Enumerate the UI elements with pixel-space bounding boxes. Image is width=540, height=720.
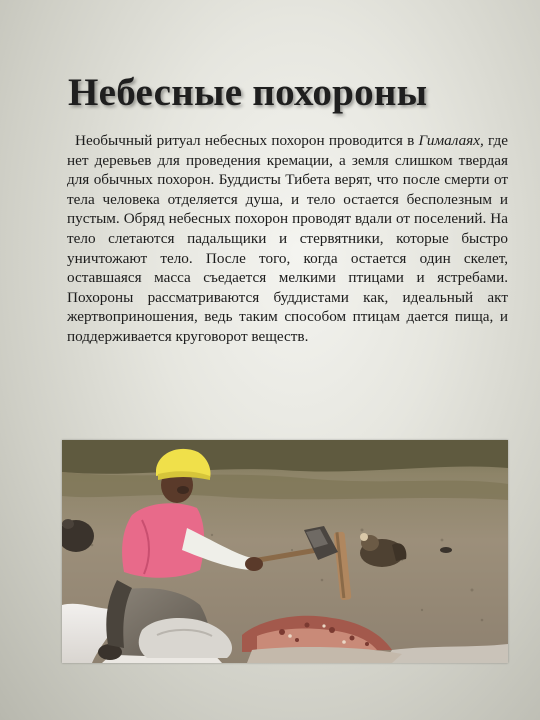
body-text-part-1: Необычный ритуал небесных похорон проводится в [75, 132, 419, 149]
slide-title: Небесные похороны [68, 71, 428, 114]
body-text-italic: Гималаях, [418, 132, 484, 149]
body-text-part-2: где нет деревьев для проведения кремации, а земля слишком твердая для обычных похорон. Буддисты Тибета верят, что после смерти от тела человека отделяется душа, и тело остается бесполезным и пустым. Обряд небесных похорон проводят вдали от поселений. На тело слетаются падальщики и стервятники, которые быстро уничтожают тело. После того, когда остается один скелет, оставшаяся масса съедается мелкими птицами и ястребами. Похороны рассматриваются буддистами как, идеальный акт жертвоприношения, ведь таким способом птицам дается пища, и поддерживается круговорот веществ. [67, 132, 508, 345]
sky-burial-photo [62, 440, 508, 663]
slide-body-text [67, 131, 508, 347]
